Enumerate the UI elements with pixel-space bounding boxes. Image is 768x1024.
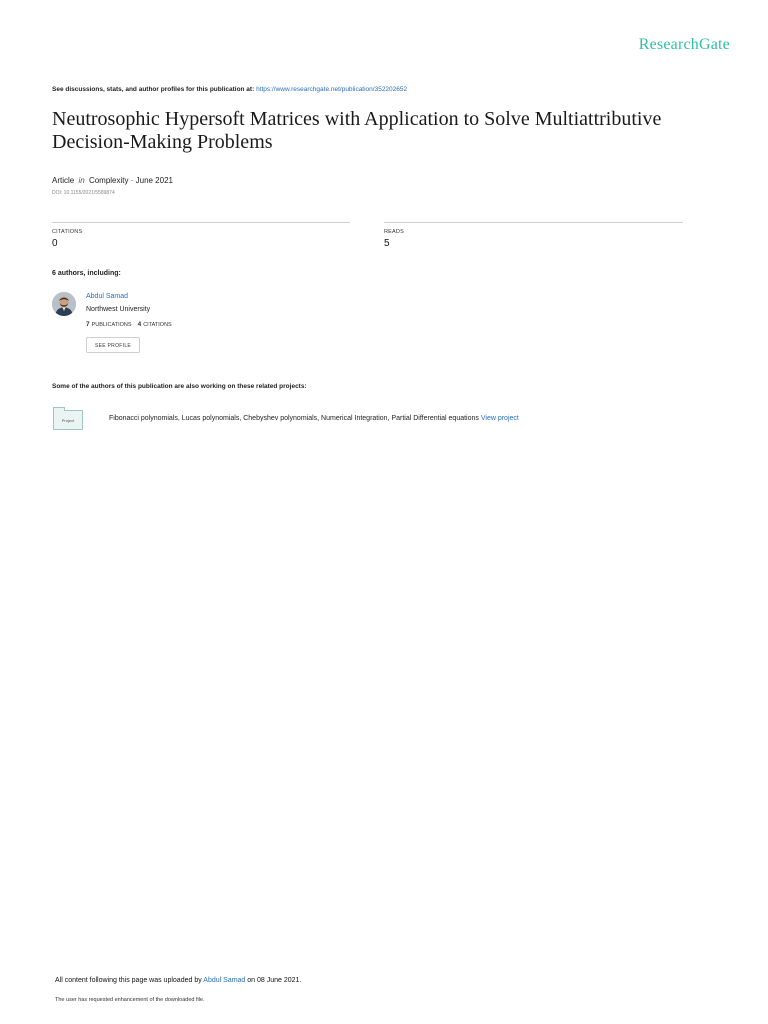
person-icon — [52, 292, 76, 316]
author-avatar[interactable] — [52, 292, 76, 316]
project-folder-icon — [53, 410, 83, 430]
project-icon-label: Project — [61, 418, 75, 423]
intro-text: See discussions, stats, and author profiles for this publication at: — [52, 86, 255, 93]
author-affiliation: Northwest University — [86, 306, 151, 313]
author-publications-label: PUBLICATIONS — [91, 322, 132, 328]
citations-divider — [52, 222, 350, 223]
publication-url-link[interactable]: https://www.researchgate.net/publication/352202652 — [256, 86, 408, 93]
author-citations-label: CITATIONS — [143, 322, 172, 328]
related-projects-heading: Some of the authors of this publication are also working on these related projects: — [52, 383, 307, 390]
author-publications-count: 7 — [86, 321, 90, 328]
upload-info — [55, 977, 301, 984]
citations-value: 0 — [52, 238, 58, 249]
author-citations-count: 4 — [137, 321, 142, 328]
in-word: in — [78, 176, 85, 185]
author-stats — [86, 321, 172, 328]
profile-intro-line — [52, 86, 407, 93]
upload-suffix: on 08 June 2021. — [247, 977, 302, 984]
doi: DOI: 10.1155/2021/5589874 — [52, 190, 115, 196]
reads-label: READS — [384, 229, 404, 235]
see-profile-button[interactable]: SEE PROFILE — [86, 337, 140, 353]
upload-prefix: All content following this page was uploaded by — [55, 977, 202, 984]
enhancement-note: The user has requested enhancement of the downloaded file. — [55, 997, 205, 1003]
reads-value: 5 — [384, 238, 390, 249]
author-name-link[interactable]: Abdul Samad — [86, 293, 129, 300]
researchgate-logo[interactable]: ResearchGate — [638, 36, 730, 53]
publication-type: Article — [52, 176, 75, 185]
journal-date: Complexity · June 2021 — [88, 176, 173, 185]
citations-label: CITATIONS — [52, 229, 83, 235]
uploader-link[interactable]: Abdul Samad — [203, 977, 246, 984]
authors-heading: 6 authors, including: — [52, 270, 121, 277]
publication-title: Neutrosophic Hypersoft Matrices with Application to Solve Multiattributive Decision-Making Problems — [52, 108, 662, 153]
publication-meta — [52, 176, 173, 185]
reads-divider — [384, 222, 683, 223]
project-text: Fibonacci polynomials, Lucas polynomials, Chebyshev polynomials, Numerical Integration, Partial Differential equations — [109, 415, 479, 422]
folder-tab — [53, 407, 65, 411]
project-description — [109, 415, 519, 422]
view-project-link[interactable]: View project — [480, 415, 519, 422]
